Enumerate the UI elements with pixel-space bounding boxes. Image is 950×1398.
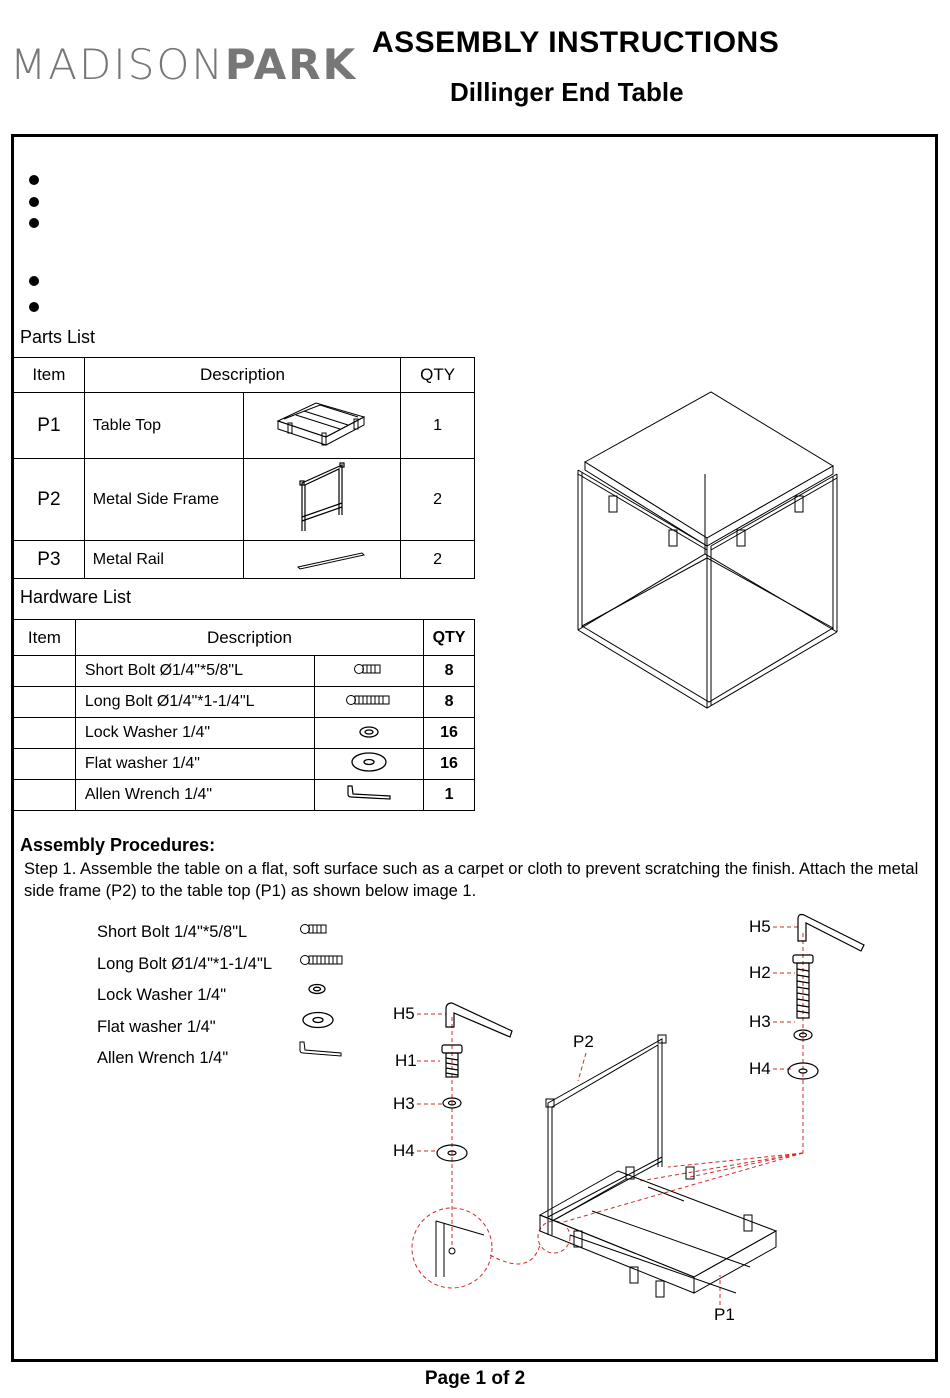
- hardware-legend: [97, 917, 272, 1075]
- parts-table: [13, 357, 475, 579]
- hardware-col-description: Description: [75, 620, 423, 656]
- part-description: Metal Side Frame: [84, 459, 243, 541]
- lock-washer-icon: [309, 985, 325, 994]
- bullet-dot: [29, 175, 39, 185]
- parts-col-item: Item: [14, 358, 85, 393]
- part-description: Table Top: [84, 393, 243, 459]
- legend-label: Short Bolt 1/4"*5/8"L: [97, 923, 248, 942]
- brand-bold: PARK: [224, 40, 358, 89]
- side-frame-icon: [244, 459, 401, 541]
- table-row: [14, 393, 475, 459]
- legend-item: [97, 917, 272, 949]
- label-h4-left: H4: [393, 1141, 415, 1160]
- hardware-qty: 16: [424, 718, 475, 749]
- long-bolt-icon: [301, 956, 343, 965]
- table-row: [14, 656, 475, 687]
- part-id: P1: [14, 393, 85, 459]
- legend-label: Flat washer 1/4": [97, 1017, 216, 1036]
- assembly-heading: Assembly Procedures:: [20, 835, 216, 855]
- label-h1: H1: [395, 1051, 417, 1070]
- table-row: [14, 780, 475, 811]
- legend-item: [97, 980, 272, 1012]
- table-row: [14, 718, 475, 749]
- page-title: ASSEMBLY INSTRUCTIONS: [372, 26, 780, 59]
- table-row: [14, 687, 475, 718]
- table-row: [14, 541, 475, 579]
- hardware-description: Lock Washer 1/4": [75, 718, 314, 749]
- hardware-qty: 8: [424, 687, 475, 718]
- hardware-qty: 16: [424, 749, 475, 780]
- hardware-id: [14, 718, 76, 749]
- long-bolt-icon: [315, 687, 424, 718]
- label-h3-right: H3: [749, 1012, 771, 1031]
- allen-wrench-icon: [315, 780, 424, 811]
- bullet-dot: [29, 218, 39, 228]
- hardware-qty: 8: [424, 656, 475, 687]
- assembled-table-drawing: [575, 390, 845, 710]
- short-bolt-icon: [301, 925, 327, 934]
- parts-col-description: Description: [84, 358, 400, 393]
- hardware-table: [13, 619, 475, 811]
- flat-washer-icon: [315, 749, 424, 780]
- label-h3-left: H3: [393, 1094, 415, 1113]
- label-p1: P1: [714, 1305, 735, 1324]
- short-bolt-icon: [315, 656, 424, 687]
- legend-item: [97, 1012, 272, 1044]
- part-id: P3: [14, 541, 85, 579]
- hardware-description: Long Bolt Ø1/4"*1-1/4"L: [75, 687, 314, 718]
- page-subtitle: Dillinger End Table: [450, 77, 684, 107]
- hardware-id: [14, 749, 76, 780]
- hardware-list-heading: Hardware List: [20, 587, 132, 607]
- bullet-dot: [29, 302, 39, 312]
- label-h2: H2: [749, 963, 771, 982]
- label-p2: P2: [573, 1032, 594, 1051]
- part-qty: 2: [401, 459, 475, 541]
- legend-label: Allen Wrench 1/4": [97, 1049, 229, 1068]
- bullet-dot: [29, 276, 39, 286]
- hardware-description: Short Bolt Ø1/4"*5/8"L: [75, 656, 314, 687]
- label-h5-right: H5: [749, 917, 771, 936]
- parts-list-heading: Parts List: [20, 327, 96, 347]
- hardware-id: [14, 687, 76, 718]
- brand-light: MADISON: [10, 40, 225, 89]
- hardware-description: Flat washer 1/4": [75, 749, 314, 780]
- legend-icons: [296, 918, 346, 1068]
- hardware-col-qty: QTY: [424, 620, 475, 656]
- legend-label: Lock Washer 1/4": [97, 986, 227, 1005]
- parts-col-qty: QTY: [401, 358, 475, 393]
- flat-washer-icon: [303, 1013, 333, 1028]
- hardware-id: [14, 780, 76, 811]
- part-id: P2: [14, 459, 85, 541]
- label-h4-right: H4: [749, 1059, 771, 1078]
- assembly-diagram: [380, 905, 880, 1335]
- hardware-qty: 1: [424, 780, 475, 811]
- metal-rail-icon: [244, 541, 401, 579]
- step-1-text: Step 1. Assemble the table on a flat, soft surface such as a carpet or cloth to prevent scratching the finish. Attach the metal side frame (P2) to the table top (P1) as shown below image 1.: [24, 860, 919, 900]
- hardware-id: [14, 656, 76, 687]
- hardware-col-item: Item: [14, 620, 76, 656]
- table-row: [14, 459, 475, 541]
- bullet-dot: [29, 197, 39, 207]
- label-h5-left: H5: [393, 1004, 415, 1023]
- allen-wrench-icon: [300, 1042, 341, 1056]
- legend-label: Long Bolt Ø1/4"*1-1/4"L: [97, 954, 272, 973]
- table-row: [14, 749, 475, 780]
- part-qty: 2: [401, 541, 475, 579]
- hardware-description: Allen Wrench 1/4": [75, 780, 314, 811]
- part-qty: 1: [401, 393, 475, 459]
- legend-item: [97, 1043, 272, 1075]
- legend-item: [97, 949, 272, 981]
- lock-washer-icon: [315, 718, 424, 749]
- page-number: Page 1 of 2: [424, 1368, 526, 1389]
- brand-logo: [10, 40, 357, 89]
- table-top-icon: [244, 393, 401, 459]
- part-description: Metal Rail: [84, 541, 243, 579]
